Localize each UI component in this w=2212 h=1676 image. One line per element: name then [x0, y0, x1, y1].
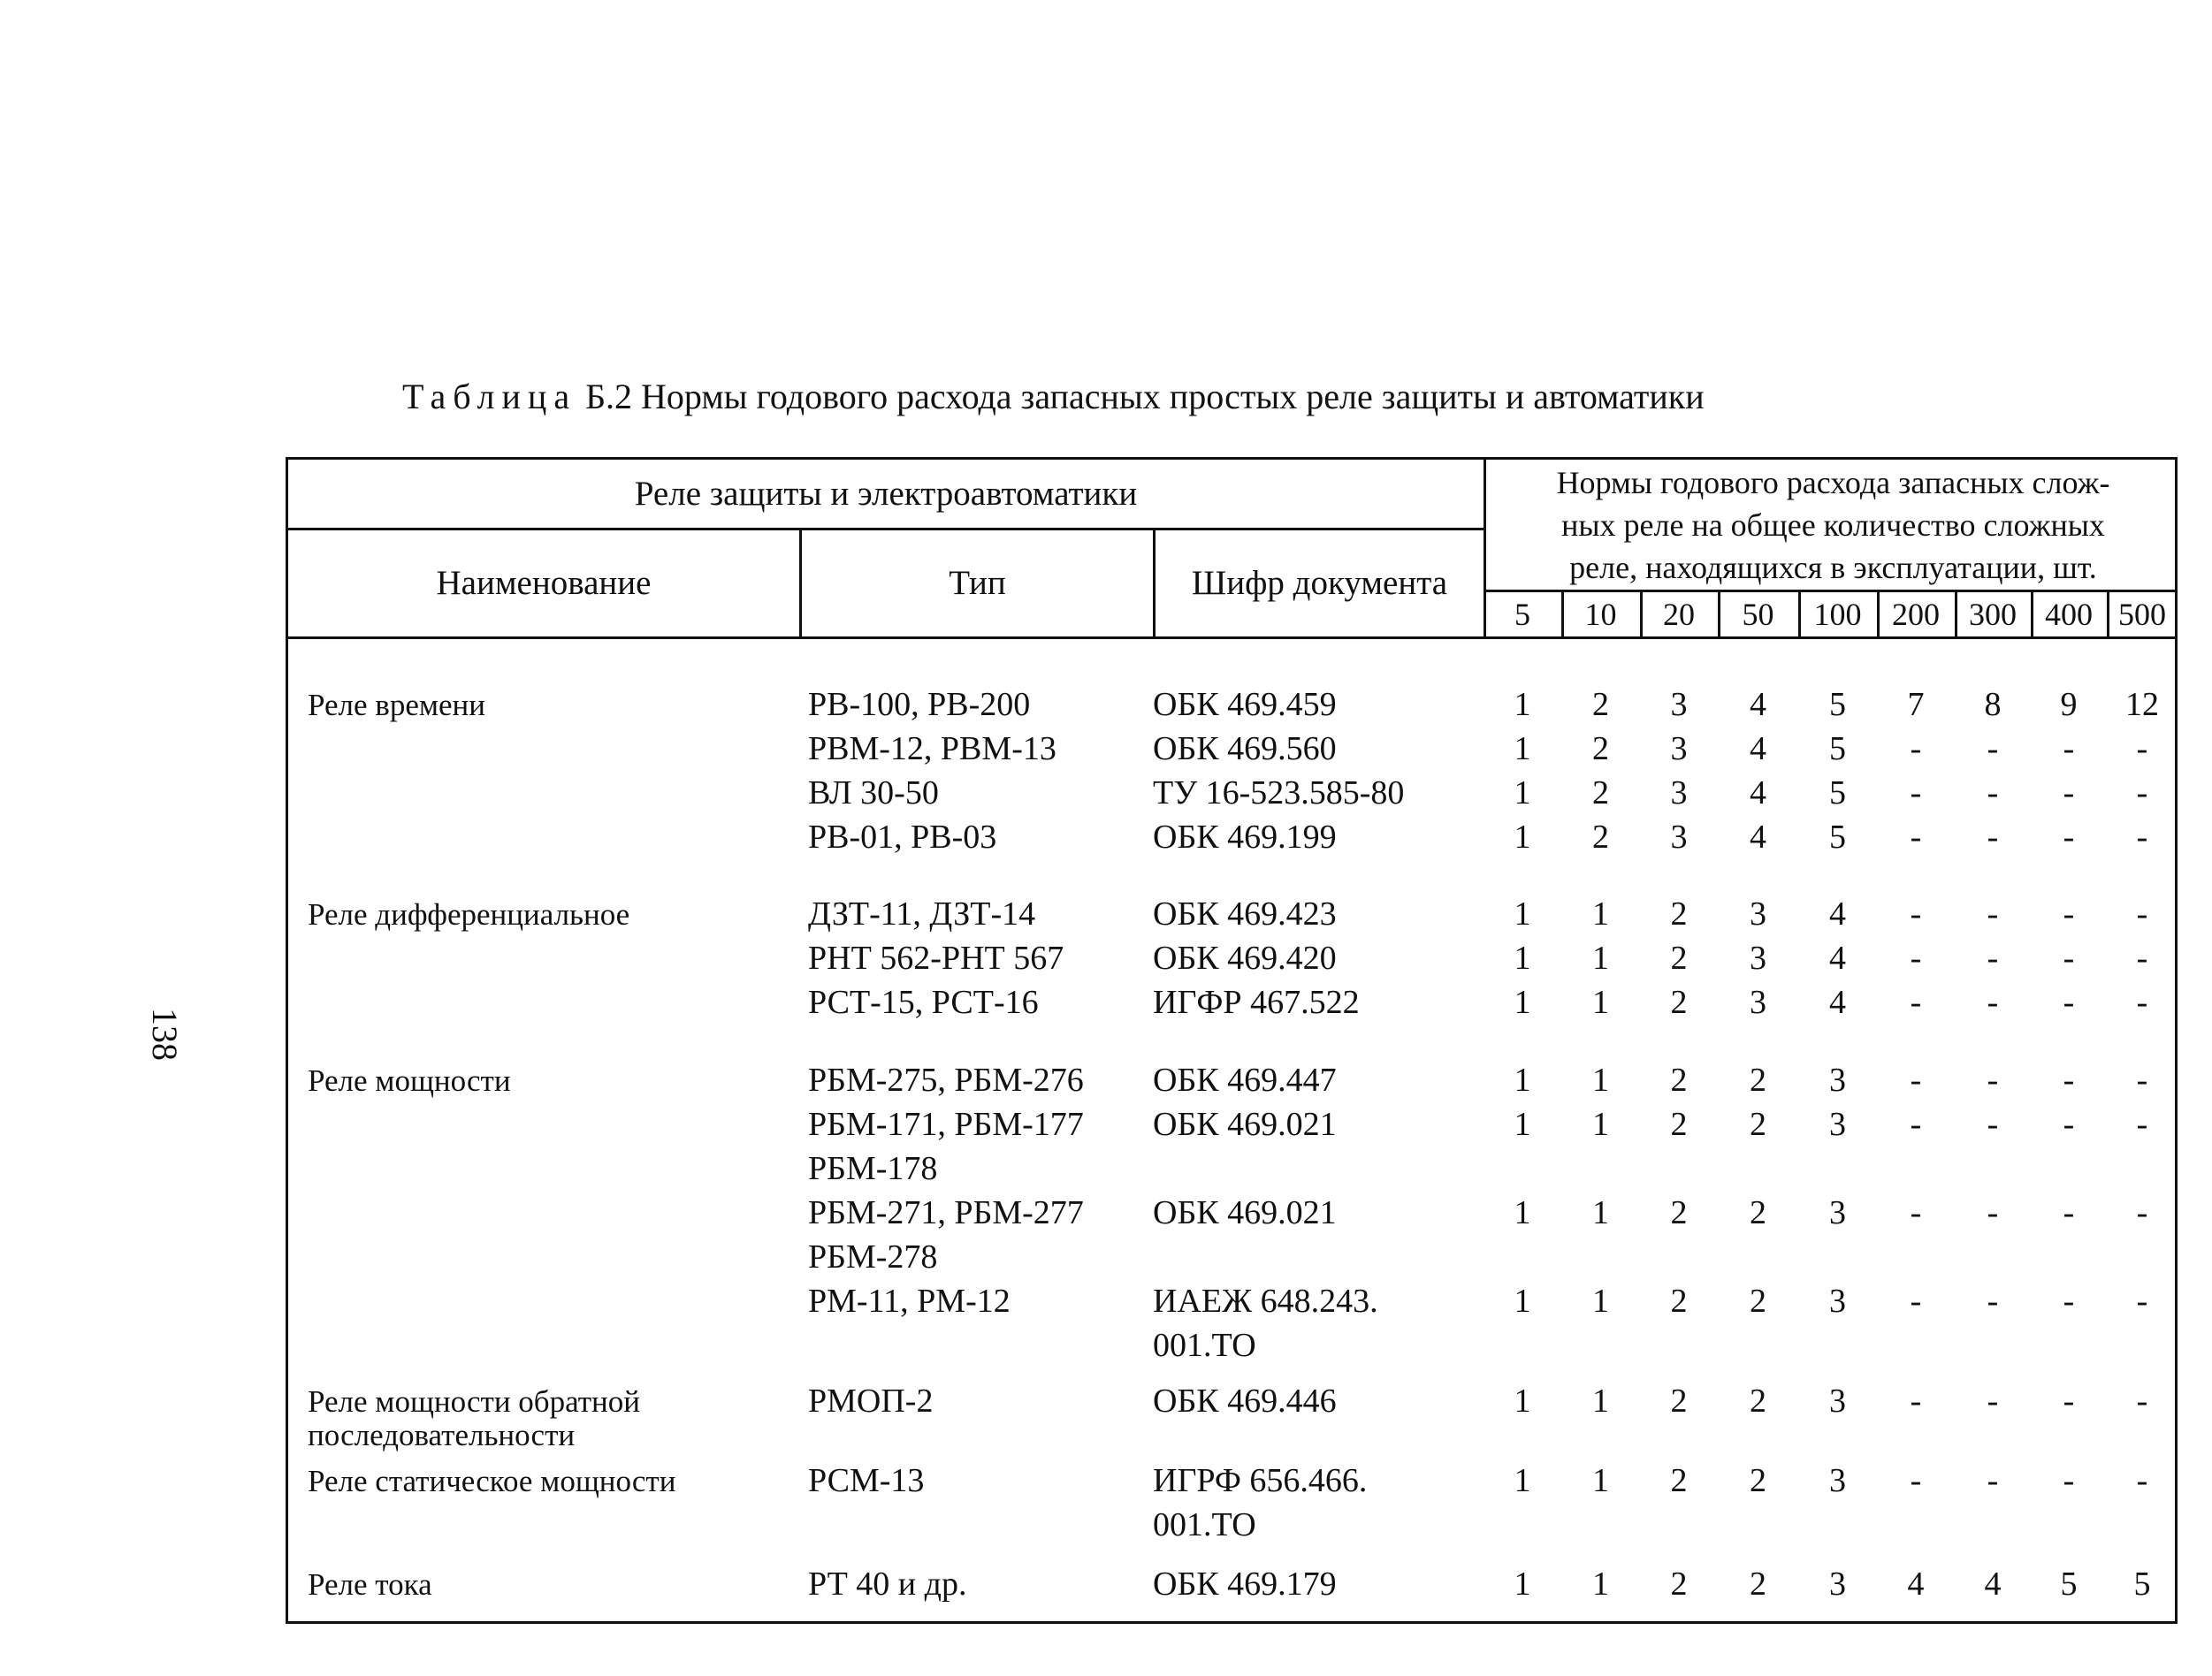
norm-value: 4: [1829, 895, 1846, 933]
norm-value: 4: [1829, 984, 1846, 1021]
relay-name: Реле мощности: [308, 1063, 511, 1098]
quantity-header: 200: [1892, 597, 1940, 632]
norm-value: 1: [1514, 730, 1531, 767]
norm-value: -: [2136, 895, 2148, 933]
quantity-header: 500: [2118, 597, 2166, 632]
quantity-header: 100: [1813, 597, 1862, 632]
norm-value: 1: [1592, 984, 1609, 1021]
norm-value: -: [1987, 1383, 1999, 1420]
norm-value: 1: [1592, 1106, 1609, 1143]
document-code: ОБК 469.179: [1153, 1566, 1337, 1603]
norm-value: 3: [1670, 819, 1688, 856]
header-group-right: [1486, 460, 2180, 590]
norm-value: 2: [1670, 1194, 1688, 1231]
norm-value: -: [2063, 1062, 2075, 1099]
norm-value: 1: [1592, 1462, 1609, 1499]
document-code: ОБК 469.447: [1153, 1062, 1337, 1099]
norm-value: 9: [2060, 686, 2078, 723]
norm-value: 3: [1750, 984, 1766, 1021]
norm-value: -: [1910, 940, 1922, 977]
relay-type-cont: РБМ-178: [808, 1150, 938, 1187]
relay-name: Реле дифференциальное: [308, 897, 630, 932]
document-code: ОБК 469.560: [1153, 730, 1337, 767]
relay-type: РМОП-2: [808, 1383, 934, 1420]
norm-value: 1: [1514, 940, 1531, 977]
norm-value: 3: [1829, 1462, 1846, 1499]
norm-value: 1: [1514, 1062, 1531, 1099]
page-number: 138: [145, 1008, 185, 1061]
document-code-cont: 001.ТО: [1153, 1506, 1256, 1543]
norm-value: -: [2136, 984, 2148, 1021]
norm-value: -: [2063, 1462, 2075, 1499]
document-code: ОБК 469.446: [1153, 1383, 1337, 1420]
norm-value: -: [1910, 1383, 1922, 1420]
norm-value: -: [2136, 1106, 2148, 1143]
norm-value: 1: [1592, 940, 1609, 977]
norm-value: -: [1910, 730, 1922, 767]
relay-type: ДЗТ-11, ДЗТ-14: [808, 895, 1036, 933]
relay-type: РНТ 562-РНТ 567: [808, 940, 1064, 977]
norm-value: 5: [2060, 1566, 2078, 1603]
quantity-header: 20: [1663, 597, 1695, 632]
norm-value: 1: [1592, 1283, 1609, 1320]
relay-type: РМ-11, РМ-12: [808, 1283, 1011, 1320]
norm-value: 5: [2133, 1566, 2151, 1603]
norm-value: -: [2136, 819, 2148, 856]
norm-value: -: [1910, 895, 1922, 933]
norm-value: 1: [1514, 1194, 1531, 1231]
norm-value: -: [2063, 774, 2075, 811]
norm-value: 2: [1592, 686, 1609, 723]
norm-value: -: [1987, 1462, 1999, 1499]
norm-value: 1: [1514, 984, 1531, 1021]
norm-value: -: [2136, 940, 2148, 977]
norm-value: 2: [1750, 1462, 1766, 1499]
norm-value: 3: [1670, 686, 1688, 723]
norm-value: 2: [1750, 1283, 1766, 1320]
norm-value: 1: [1514, 1462, 1531, 1499]
norm-value: 5: [1829, 730, 1846, 767]
norm-value: 4: [1829, 940, 1846, 977]
norm-value: -: [1987, 1062, 1999, 1099]
relay-type-cont: РБМ-278: [808, 1238, 938, 1276]
norm-value: 2: [1750, 1383, 1766, 1420]
relay-type: ВЛ 30-50: [808, 774, 939, 811]
relay-name: Реле тока: [308, 1567, 432, 1602]
norm-value: -: [1987, 1283, 1999, 1320]
norm-value: 3: [1829, 1283, 1846, 1320]
header-group-right-line: Нормы годового расхода запасных слож-: [1556, 464, 2110, 500]
document-code: ИГРФ 656.466.: [1153, 1462, 1368, 1499]
norm-value: 12: [2125, 686, 2159, 723]
norm-value: 1: [1514, 819, 1531, 856]
norm-value: -: [2136, 1062, 2148, 1099]
norm-value: -: [1910, 819, 1922, 856]
header-bottom-rule: [288, 636, 2175, 639]
norm-value: 4: [1750, 774, 1766, 811]
norm-value: 1: [1514, 686, 1531, 723]
norm-value: 2: [1750, 1062, 1766, 1099]
norm-value: -: [2063, 819, 2075, 856]
header-group-right-line: ных реле на общее количество сложных: [1561, 507, 2105, 543]
norm-value: -: [2136, 1194, 2148, 1231]
header-col-doc: Шифр документа: [1191, 564, 1448, 602]
relay-name: Реле мощности обратной: [308, 1384, 640, 1419]
relay-type: РВ-01, РВ-03: [808, 819, 997, 856]
norm-value: -: [2063, 1106, 2075, 1143]
document-code: ИАЕЖ 648.243.: [1153, 1283, 1378, 1320]
document-code: ТУ 16-523.585-80: [1153, 774, 1405, 811]
norm-value: -: [2136, 1283, 2148, 1320]
norm-value: -: [2063, 1283, 2075, 1320]
norm-value: -: [2063, 1194, 2075, 1231]
norm-value: 2: [1670, 1462, 1688, 1499]
norm-value: -: [1987, 1194, 1999, 1231]
norm-value: 3: [1829, 1062, 1846, 1099]
caption-text: Б.2 Нормы годового расхода запасных простых реле защиты и автоматики: [585, 377, 1705, 416]
norm-value: -: [1910, 1283, 1922, 1320]
norm-value: -: [1910, 1106, 1922, 1143]
norm-value: 1: [1592, 1566, 1609, 1603]
norm-value: 1: [1514, 895, 1531, 933]
norm-value: 2: [1670, 940, 1688, 977]
norm-value: -: [2136, 1383, 2148, 1420]
norm-value: 3: [1750, 895, 1766, 933]
norm-value: 2: [1670, 984, 1688, 1021]
norm-value: -: [1987, 774, 1999, 811]
norm-value: -: [1987, 895, 1999, 933]
norm-value: 2: [1670, 1062, 1688, 1099]
relay-name: Реле времени: [308, 688, 485, 722]
norm-value: 4: [1907, 1566, 1925, 1603]
quantity-header: 50: [1742, 597, 1774, 632]
relay-name-cont: последовательности: [308, 1418, 576, 1452]
norm-value: 1: [1514, 1106, 1531, 1143]
norm-value: 1: [1514, 1383, 1531, 1420]
norm-value: -: [2136, 730, 2148, 767]
norm-value: 1: [1592, 1383, 1609, 1420]
norm-value: 2: [1592, 819, 1609, 856]
norm-value: -: [1987, 984, 1999, 1021]
norm-value: 2: [1670, 895, 1688, 933]
header-col-name: Наименование: [436, 564, 652, 602]
norm-value: 3: [1829, 1566, 1846, 1603]
norm-value: 2: [1750, 1106, 1766, 1143]
norm-value: 4: [1984, 1566, 2002, 1603]
norm-value: -: [2136, 1462, 2148, 1499]
quantity-header: 300: [1969, 597, 2017, 632]
quantity-header: 10: [1584, 597, 1617, 632]
norm-value: 2: [1592, 774, 1609, 811]
caption-label: Таблица: [402, 377, 577, 416]
document-code: ОБК 469.420: [1153, 940, 1337, 977]
norm-value: 8: [1984, 686, 2002, 723]
norm-value: 2: [1750, 1194, 1766, 1231]
norm-value: -: [1987, 1106, 1999, 1143]
norm-value: -: [1910, 1462, 1922, 1499]
norm-value: 2: [1750, 1566, 1766, 1603]
document-code: ОБК 469.423: [1153, 895, 1337, 933]
norm-value: 3: [1829, 1106, 1846, 1143]
norm-value: -: [2063, 940, 2075, 977]
norm-value: -: [2063, 730, 2075, 767]
header-col-type: Тип: [949, 564, 1006, 602]
norm-value: 2: [1670, 1566, 1688, 1603]
norm-value: -: [2063, 984, 2075, 1021]
norm-value: -: [1987, 940, 1999, 977]
norm-value: -: [1910, 984, 1922, 1021]
relay-norms-table: [286, 457, 2178, 1624]
norm-value: 3: [1829, 1194, 1846, 1231]
relay-type: РВ-100, РВ-200: [808, 686, 1031, 723]
norm-value: 1: [1514, 774, 1531, 811]
relay-type: РТ 40 и др.: [808, 1566, 967, 1603]
norm-value: 3: [1829, 1383, 1846, 1420]
norm-value: 5: [1829, 774, 1846, 811]
norm-value: 5: [1829, 686, 1846, 723]
norm-value: 3: [1670, 730, 1688, 767]
document-code: ОБК 469.459: [1153, 686, 1337, 723]
norm-value: -: [1987, 819, 1999, 856]
document-code: ОБК 469.021: [1153, 1106, 1337, 1143]
norm-value: 3: [1670, 774, 1688, 811]
relay-type: РВМ-12, РВМ-13: [808, 730, 1056, 767]
relay-name: Реле статическое мощности: [308, 1464, 676, 1498]
norm-value: 4: [1750, 686, 1766, 723]
relay-type: РБМ-171, РБМ-177: [808, 1106, 1084, 1143]
quantity-header: 400: [2045, 597, 2093, 632]
norm-value: 3: [1750, 940, 1766, 977]
norm-value: 7: [1907, 686, 1925, 723]
norm-value: -: [1910, 774, 1922, 811]
document-code: ИГФР 467.522: [1153, 984, 1360, 1021]
norm-value: 2: [1670, 1283, 1688, 1320]
relay-type: РСМ-13: [808, 1462, 925, 1499]
norm-value: 2: [1592, 730, 1609, 767]
table-caption: [402, 376, 1705, 417]
document-code-cont: 001.ТО: [1153, 1327, 1256, 1364]
norm-value: -: [2136, 774, 2148, 811]
norm-value: 4: [1750, 730, 1766, 767]
norm-value: -: [2063, 895, 2075, 933]
relay-type: РБМ-271, РБМ-277: [808, 1194, 1084, 1231]
norm-value: 5: [1829, 819, 1846, 856]
norm-value: 2: [1670, 1106, 1688, 1143]
header-group-right-line: реле, находящихся в эксплуатации, шт.: [1569, 549, 2097, 585]
norm-value: -: [1910, 1062, 1922, 1099]
norm-value: -: [2063, 1383, 2075, 1420]
norm-value: 1: [1514, 1283, 1531, 1320]
header-group-left: Реле защиты и электроавтоматики: [634, 474, 1138, 513]
norm-value: 1: [1514, 1566, 1531, 1603]
norm-value: 4: [1750, 819, 1766, 856]
norm-value: 1: [1592, 1062, 1609, 1099]
relay-type: РБМ-275, РБМ-276: [808, 1062, 1084, 1099]
document-code: ОБК 469.021: [1153, 1194, 1337, 1231]
norm-value: 1: [1592, 1194, 1609, 1231]
quantity-header: 5: [1514, 597, 1530, 632]
relay-type: РСТ-15, РСТ-16: [808, 984, 1039, 1021]
norm-value: -: [1910, 1194, 1922, 1231]
norm-value: 1: [1592, 895, 1609, 933]
norm-value: -: [1987, 730, 1999, 767]
document-code: ОБК 469.199: [1153, 819, 1337, 856]
norm-value: 2: [1670, 1383, 1688, 1420]
